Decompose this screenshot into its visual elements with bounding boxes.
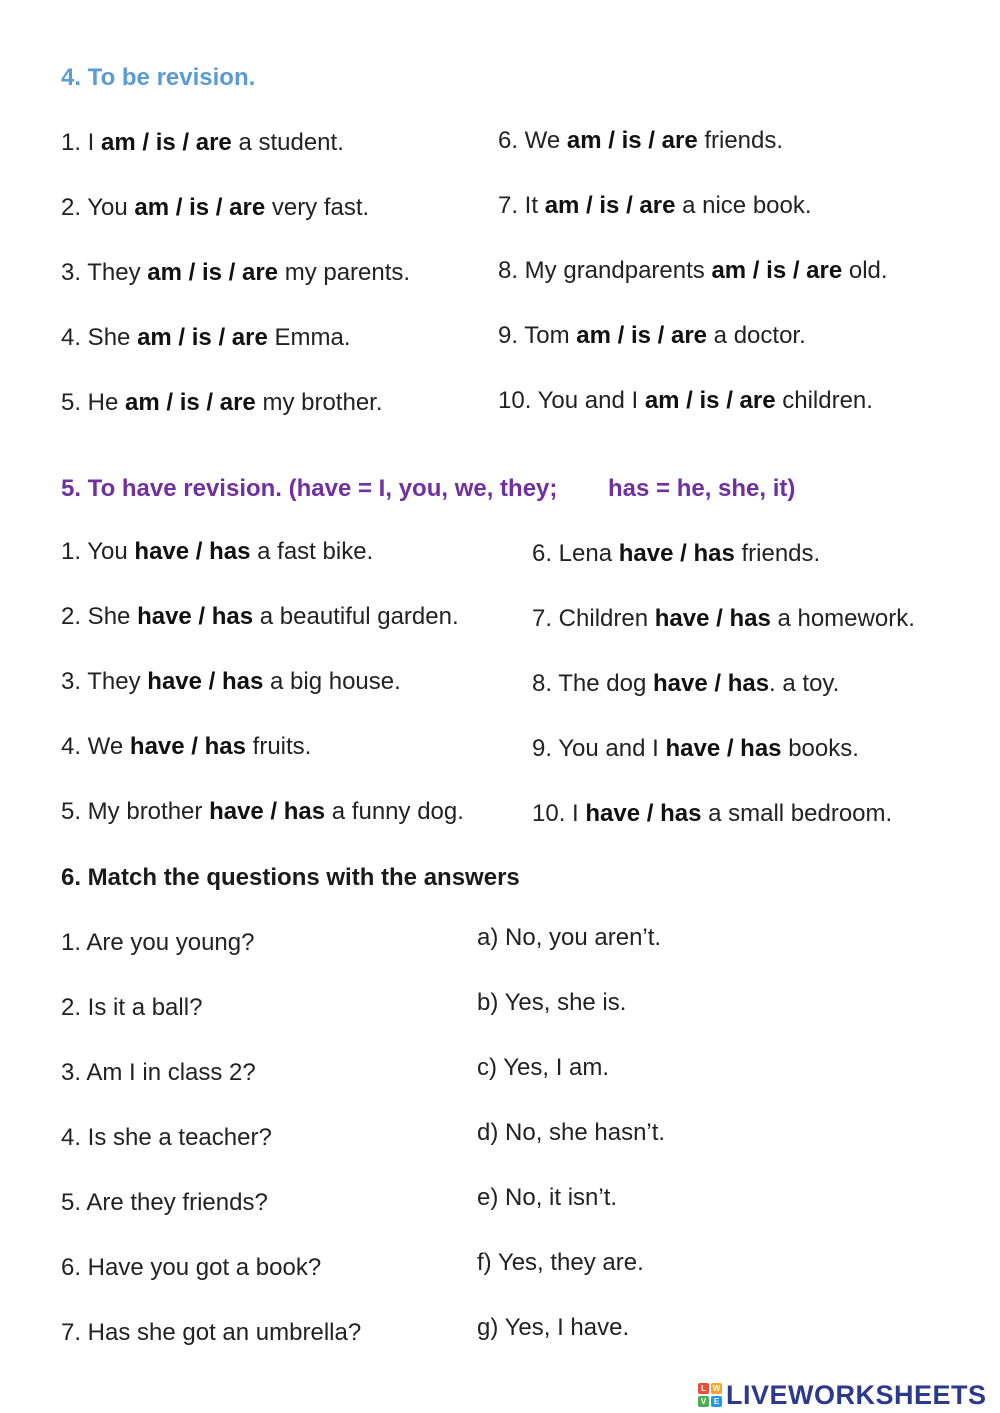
section-5-title-note: has = he, she, it) bbox=[608, 475, 796, 502]
to-have-item-2: 2. She have / has a beautiful garden. bbox=[61, 603, 459, 630]
to-be-item-10: 10. You and I am / is / are children. bbox=[498, 387, 873, 414]
answer-options[interactable]: have / has bbox=[129, 733, 246, 760]
to-have-item-10: 10. I have / has a small bedroom. bbox=[532, 800, 893, 827]
match-answer[interactable]: b) Yes, she is. bbox=[477, 989, 627, 1016]
answer-options[interactable]: have / has bbox=[137, 603, 254, 630]
answer-options[interactable]: have / has bbox=[134, 538, 251, 565]
match-answer[interactable]: d) No, she hasn’t. bbox=[477, 1119, 666, 1146]
answer-options[interactable]: have / has bbox=[209, 798, 326, 825]
answer-options[interactable]: am / is / are bbox=[134, 194, 266, 221]
answer-options[interactable]: have / has bbox=[654, 605, 771, 632]
to-have-item-9: 9. You and I have / has books. bbox=[532, 735, 859, 762]
answer-options[interactable]: have / has bbox=[618, 540, 735, 567]
match-answer[interactable]: c) Yes, I am. bbox=[477, 1054, 610, 1081]
to-have-item-7: 7. Children have / has a homework. bbox=[532, 605, 915, 632]
to-be-item-1: 1. I am / is / are a student. bbox=[61, 129, 344, 156]
to-be-item-9: 9. Tom am / is / are a doctor. bbox=[498, 322, 806, 349]
section-5-title: 5. To have revision. (have = I, you, we, they; bbox=[61, 475, 558, 502]
to-be-item-7: 7. It am / is / are a nice book. bbox=[498, 192, 812, 219]
to-be-item-3: 3. They am / is / are my parents. bbox=[61, 259, 411, 286]
to-be-item-4: 4. She am / is / are Emma. bbox=[61, 324, 351, 351]
match-answer[interactable]: f) Yes, they are. bbox=[477, 1249, 644, 1276]
to-have-item-4: 4. We have / has fruits. bbox=[61, 733, 312, 760]
match-answer[interactable]: a) No, you aren’t. bbox=[477, 924, 662, 951]
answer-options[interactable]: am / is / are bbox=[101, 129, 232, 156]
to-be-item-2: 2. You am / is / are very fast. bbox=[61, 194, 370, 221]
answer-options[interactable]: have / has bbox=[652, 670, 770, 697]
answer-options[interactable]: am / is / are bbox=[566, 127, 698, 154]
answer-options[interactable]: have / has bbox=[585, 800, 702, 827]
match-question[interactable]: 5. Are they friends? bbox=[61, 1189, 268, 1216]
answer-options[interactable]: am / is / are bbox=[544, 192, 676, 219]
answer-options[interactable]: have / has bbox=[147, 668, 264, 695]
answer-options[interactable]: am / is / are bbox=[711, 257, 843, 284]
to-have-item-3: 3. They have / has a big house. bbox=[61, 668, 401, 695]
section-6-title: 6. Match the questions with the answers bbox=[61, 864, 520, 891]
match-question[interactable]: 4. Is she a teacher? bbox=[61, 1124, 272, 1151]
to-have-item-6: 6. Lena have / has friends. bbox=[532, 540, 821, 567]
to-have-item-1: 1. You have / has a fast bike. bbox=[61, 538, 374, 565]
logo-grid-icon: L W V E bbox=[698, 1383, 722, 1407]
to-have-item-5: 5. My brother have / has a funny dog. bbox=[61, 798, 464, 825]
match-answer[interactable]: e) No, it isn’t. bbox=[477, 1184, 618, 1211]
liveworksheets-logo bbox=[698, 1378, 987, 1412]
answer-options[interactable]: have / has bbox=[665, 735, 782, 762]
to-be-item-5: 5. He am / is / are my brother. bbox=[61, 389, 383, 416]
to-be-item-6: 6. We am / is / are friends. bbox=[498, 127, 784, 154]
to-be-item-8: 8. My grandparents am / is / are old. bbox=[498, 257, 888, 284]
answer-options[interactable]: am / is / are bbox=[576, 322, 708, 349]
match-question[interactable]: 7. Has she got an umbrella? bbox=[61, 1319, 362, 1346]
match-answer[interactable]: g) Yes, I have. bbox=[477, 1314, 630, 1341]
match-question[interactable]: 3. Am I in class 2? bbox=[61, 1059, 256, 1086]
answer-options[interactable]: am / is / are bbox=[147, 259, 279, 286]
answer-options[interactable]: am / is / are bbox=[644, 387, 776, 414]
section-4-title: 4. To be revision. bbox=[61, 64, 256, 91]
answer-options[interactable]: am / is / are bbox=[137, 324, 268, 351]
match-question[interactable]: 6. Have you got a book? bbox=[61, 1254, 322, 1281]
match-question[interactable]: 1. Are you young? bbox=[61, 929, 255, 956]
answer-options[interactable]: am / is / are bbox=[125, 389, 256, 416]
match-question[interactable]: 2. Is it a ball? bbox=[61, 994, 203, 1021]
logo-text: LIVEWORKSHEETS bbox=[726, 1379, 987, 1410]
to-have-item-8: 8. The dog have / has. a toy. bbox=[532, 670, 840, 697]
